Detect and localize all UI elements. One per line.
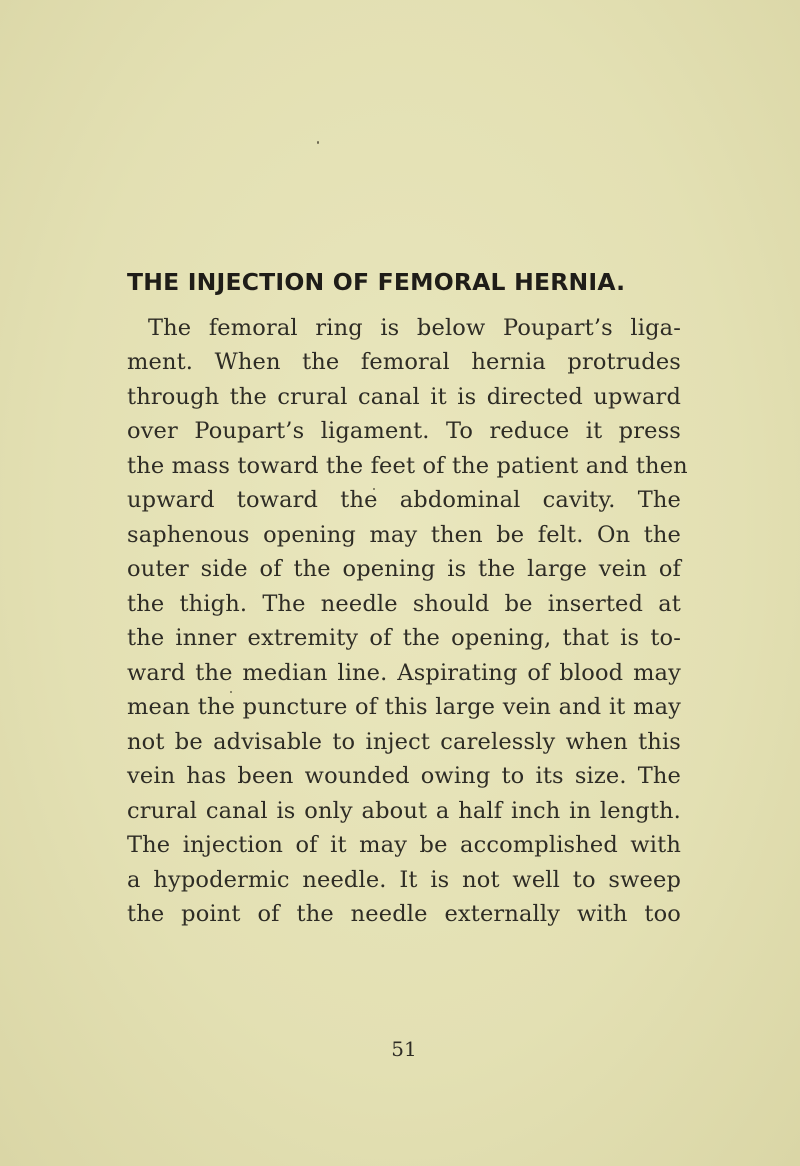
text-line: over Poupart’s ligament. To reduce it press — [127, 418, 681, 444]
text-line: the point of the needle externally with too — [127, 901, 681, 927]
text-line: The injection of it may be accomplished with — [127, 832, 681, 858]
text-line: not be advisable to inject carelessly when this — [127, 729, 681, 755]
text-line: the thigh. The needle should be inserted at — [127, 591, 681, 617]
text-line: outer side of the opening is the large vein of — [127, 556, 681, 582]
text-line: the inner extremity of the opening, that is to- — [127, 625, 681, 651]
text-line: ment. When the femoral hernia protrudes — [127, 349, 681, 375]
paper-speck — [317, 141, 319, 144]
text-line: ward the median line. Aspirating of blood may — [127, 660, 681, 686]
text-line: saphenous opening may then be felt. On the — [127, 522, 681, 548]
text-line: the mass toward the feet of the patient and then — [127, 453, 688, 479]
text-line: The femoral ring is below Poupart’s liga- — [148, 315, 681, 341]
page-number: 51 — [391, 1037, 417, 1061]
text-line: crural canal is only about a half inch in length. — [127, 798, 681, 824]
text-line: through the crural canal it is directed upward — [127, 384, 681, 410]
text-line: mean the puncture of this large vein and it may — [127, 694, 681, 720]
text-line: a hypodermic needle. It is not well to sweep — [127, 867, 681, 893]
text-line: vein has been wounded owing to its size. The — [127, 763, 681, 789]
chapter-heading: THE INJECTION OF FEMORAL HERNIA. — [127, 268, 626, 296]
text-line: upward toward the abdominal cavity. The — [127, 487, 681, 513]
